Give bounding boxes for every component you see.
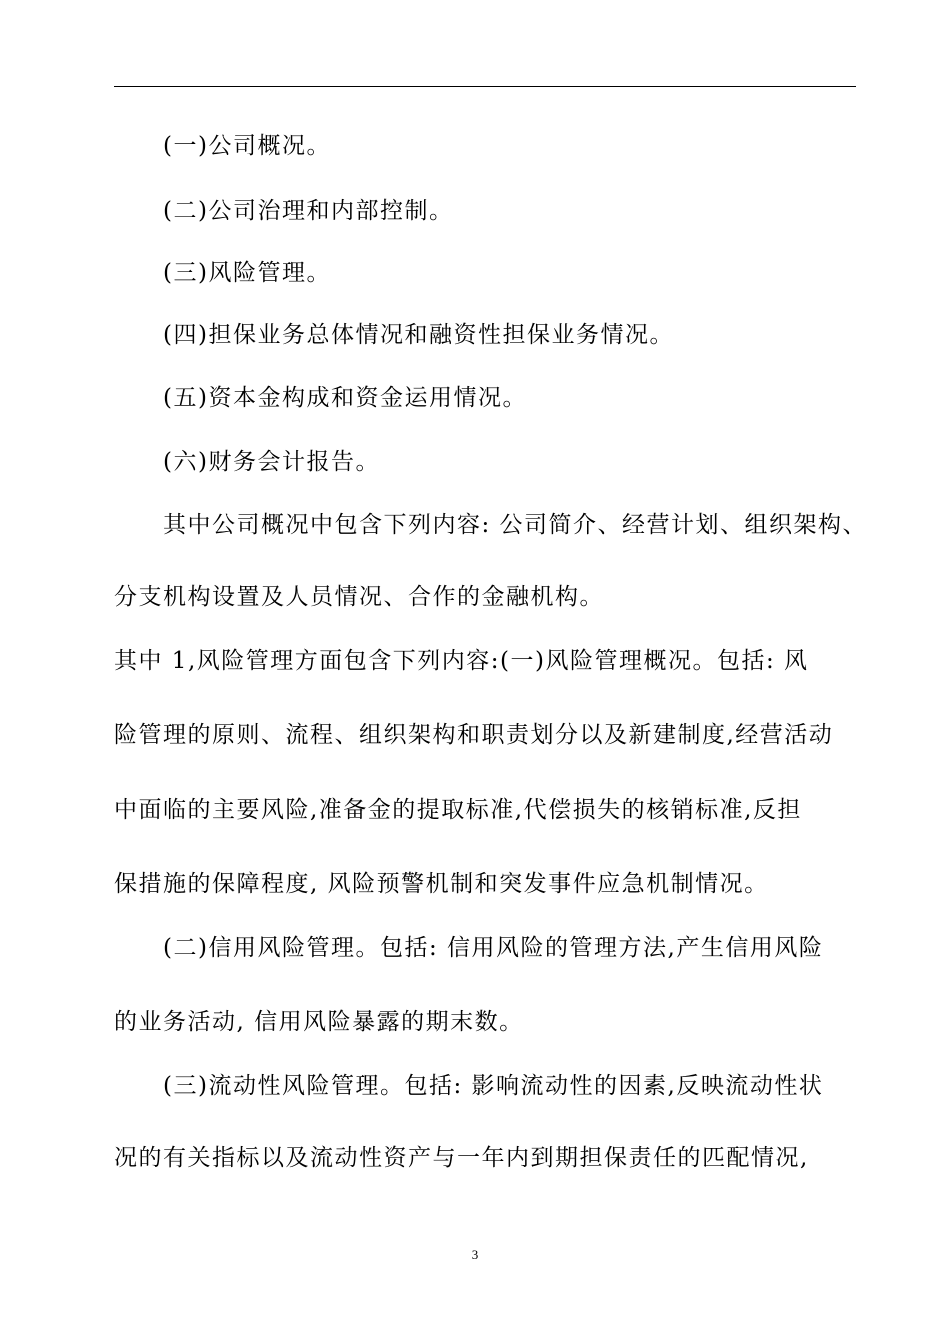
list-item-5: (五)资本金构成和资金运用情况。 bbox=[163, 385, 527, 411]
paragraph-risk-line-1: 其中 1,风险管理方面包含下列内容:(一)风险管理概况。包括: 风 bbox=[114, 648, 809, 674]
paragraph-overview-line-2: 分支机构设置及人员情况、合作的金融机构。 bbox=[114, 584, 604, 610]
paragraph-risk-line-4: 保措施的保障程度, 风险预警机制和突发事件应急机制情况。 bbox=[114, 871, 769, 897]
paragraph-credit-line-2: 的业务活动, 信用风险暴露的期末数。 bbox=[114, 1009, 524, 1035]
list-item-6: (六)财务会计报告。 bbox=[163, 449, 380, 475]
header-rule bbox=[114, 86, 856, 87]
list-item-4: (四)担保业务总体情况和融资性担保业务情况。 bbox=[163, 322, 674, 348]
list-item-3: (三)风险管理。 bbox=[163, 260, 331, 286]
paragraph-overview-line-1: 其中公司概况中包含下列内容: 公司简介、经营计划、组织架构、 bbox=[163, 512, 868, 538]
paragraph-risk-line-2: 险管理的原则、流程、组织架构和职责划分以及新建制度,经营活动 bbox=[114, 722, 834, 748]
paragraph-liquidity-line-2: 况的有关指标以及流动性资产与一年内到期担保责任的匹配情况, bbox=[114, 1145, 809, 1171]
paragraph-credit-line-1: (二)信用风险管理。包括: 信用风险的管理方法,产生信用风险 bbox=[163, 935, 824, 961]
paragraph-risk-line-3: 中面临的主要风险,准备金的提取标准,代偿损失的核销标准,反担 bbox=[114, 797, 802, 823]
page-number: 3 bbox=[471, 1247, 479, 1262]
paragraph-liquidity-line-1: (三)流动性风险管理。包括: 影响流动性的因素,反映流动性状 bbox=[163, 1073, 824, 1099]
list-item-2: (二)公司治理和内部控制。 bbox=[163, 198, 454, 224]
list-item-1: (一)公司概况。 bbox=[163, 133, 331, 159]
